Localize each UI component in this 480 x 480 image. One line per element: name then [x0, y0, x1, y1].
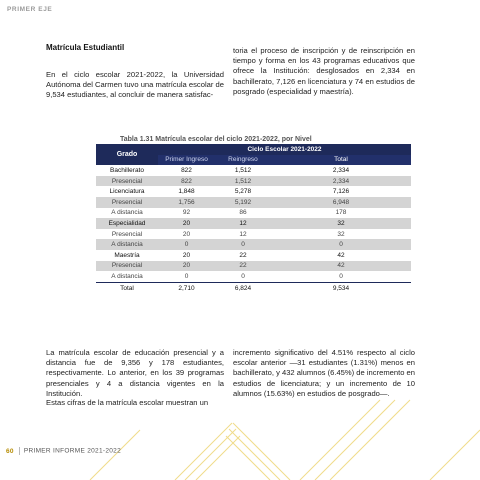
- cell: 22: [215, 250, 271, 261]
- header-group: Ciclo Escolar 2021-2022: [158, 144, 411, 155]
- cell: 0: [158, 239, 215, 250]
- table-row: [96, 229, 411, 240]
- column-header: Reingreso: [215, 155, 271, 166]
- paragraph-bottom-left-2: Estas cifras de la matrícula escolar muestran un: [46, 398, 209, 407]
- cell: 1,512: [215, 165, 271, 176]
- cell: 42: [271, 250, 411, 261]
- cell: 32: [271, 229, 411, 240]
- row-label: Maestría: [96, 250, 158, 261]
- footer-divider: [19, 447, 20, 455]
- table-total-row: [96, 282, 411, 293]
- row-label: A distancia: [96, 271, 158, 282]
- cell: 20: [158, 250, 215, 261]
- header-grado: Grado: [96, 144, 158, 165]
- enrollment-table: [96, 144, 411, 293]
- table-row: [96, 197, 411, 208]
- cell: 0: [271, 239, 411, 250]
- table-row: [96, 271, 411, 282]
- row-label: Bachillerato: [96, 165, 158, 176]
- table-row: [96, 165, 411, 176]
- cell: 92: [158, 208, 215, 219]
- cell: 7,126: [271, 186, 411, 197]
- cell: 178: [271, 208, 411, 219]
- footer: [6, 447, 121, 455]
- cell: 22: [215, 261, 271, 272]
- cell: 20: [158, 218, 215, 229]
- cell: 0: [215, 271, 271, 282]
- table-row: [96, 176, 411, 187]
- paragraph-top-right: toria el proceso de inscripción y de reinscripción en tiempo y forma en los 43 programas educativos que ofrece la Institución: desglosados en 2,334 en bachillerato, 7,126 en licenciatura y 74 en estudios de posgrado (especialidad y maestría).: [233, 46, 415, 96]
- cell: 12: [215, 229, 271, 240]
- row-label: Presencial: [96, 197, 158, 208]
- section-heading: Matrícula Estudiantil: [46, 43, 125, 52]
- cell: 6,824: [215, 282, 271, 293]
- paragraph-bottom-left-1: La matrícula escolar de educación presencial y a distancia fue de 9,356 y 178 estudiantes, respectivamente. Lo anterior, en los 39 programas presenciales y 4 a distancia vigentes en la Institución.: [46, 348, 224, 398]
- table-title: Tabla 1.31 Matrícula escolar del ciclo 2021-2022, por Nivel: [120, 136, 312, 143]
- section-tag: PRIMER EJE: [7, 6, 53, 13]
- column-header: Primer Ingreso: [158, 155, 215, 166]
- table-row: [96, 250, 411, 261]
- cell: 822: [158, 176, 215, 187]
- row-label: Presencial: [96, 261, 158, 272]
- cell: 12: [215, 218, 271, 229]
- row-label: A distancia: [96, 239, 158, 250]
- cell: 42: [271, 261, 411, 272]
- row-label: Licenciatura: [96, 186, 158, 197]
- cell: 20: [158, 261, 215, 272]
- row-label: A distancia: [96, 208, 158, 219]
- column-header: Total: [271, 155, 411, 166]
- table-row: [96, 218, 411, 229]
- table-row: [96, 261, 411, 272]
- row-label: Presencial: [96, 229, 158, 240]
- cell: 5,192: [215, 197, 271, 208]
- paragraph-top-left: En el ciclo escolar 2021-2022, la Universidad Autónoma del Carmen tuvo una matrícula escolar de 9,534 estudiantes, al concluir de manera satisfac-: [46, 70, 224, 100]
- table-row: [96, 239, 411, 250]
- table-row: [96, 208, 411, 219]
- cell: 822: [158, 165, 215, 176]
- cell: 1,756: [158, 197, 215, 208]
- cell: 0: [271, 271, 411, 282]
- cell: 2,334: [271, 176, 411, 187]
- cell: 20: [158, 229, 215, 240]
- cell: 5,278: [215, 186, 271, 197]
- cell: 2,334: [271, 165, 411, 176]
- page-number: 60: [6, 447, 14, 455]
- cell: 2,710: [158, 282, 215, 293]
- cell: 1,848: [158, 186, 215, 197]
- row-label: Presencial: [96, 176, 158, 187]
- cell: 0: [158, 271, 215, 282]
- cell: 6,948: [271, 197, 411, 208]
- cell: 86: [215, 208, 271, 219]
- cell: 0: [215, 239, 271, 250]
- table-row: [96, 186, 411, 197]
- row-label: Especialidad: [96, 218, 158, 229]
- cell: 32: [271, 218, 411, 229]
- cell: 1,512: [215, 176, 271, 187]
- paragraph-bottom-right: incremento significativo del 4.51% respecto al ciclo escolar anterior —31 estudiantes (1.31%) menos en bachillerato, y 432 alumnos (6.45%) de incremento en estudios de licenciatura; y un incremento de 10 alumnos (15.63%) en estudios de posgrado—.: [233, 348, 415, 398]
- row-label: Total: [96, 282, 158, 293]
- footer-title: PRIMER INFORME 2021-2022: [23, 447, 121, 455]
- cell: 9,534: [271, 282, 411, 293]
